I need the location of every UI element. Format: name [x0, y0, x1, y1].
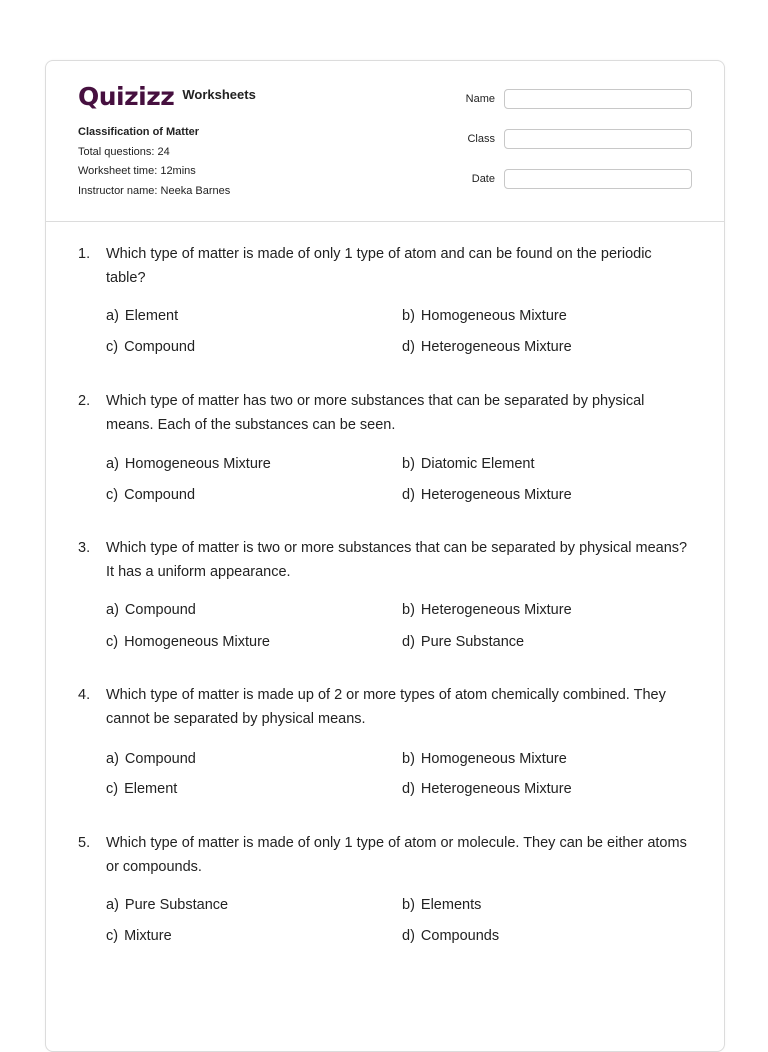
option-text: Element — [124, 308, 179, 324]
option-d — [402, 485, 572, 505]
question-number: 3. — [78, 540, 91, 556]
option-b — [402, 454, 535, 474]
option-text: Compound — [124, 339, 196, 355]
option-letter: a) — [106, 456, 119, 472]
option-a — [106, 306, 178, 326]
question-text: Which type of matter is made up of 2 or more types of atom chemically combined. They cannot be separated by physical means. — [106, 687, 666, 727]
option-b — [402, 895, 481, 915]
option-letter: b) — [402, 308, 415, 324]
class-label: Class — [467, 133, 495, 145]
option-text: Homogeneous Mixture — [124, 634, 270, 650]
question-text: Which type of matter is two or more substances that can be separated by physical means? It has a uniform appearance. — [106, 540, 688, 580]
option-d — [402, 926, 499, 946]
question-number: 2. — [78, 393, 91, 409]
option-text: Homogeneous Mixture — [420, 751, 567, 767]
name-input[interactable] — [504, 89, 692, 109]
worksheet-header — [46, 61, 724, 222]
question-number: 4. — [78, 687, 91, 703]
option-text: Mixture — [124, 928, 172, 944]
question-text: Which type of matter is made of only 1 type of atom or molecule. They can be either atoms or compounds. — [106, 835, 687, 875]
worksheet-title: Classification of Matter — [78, 126, 200, 138]
question-text: Which type of matter has two or more substances that can be separated by physical means. Each of the substances can be seen. — [106, 393, 645, 433]
question-number: 5. — [78, 835, 91, 851]
option-a — [106, 749, 196, 769]
option-c — [106, 485, 195, 505]
option-letter: b) — [402, 751, 415, 767]
option-c — [106, 632, 270, 652]
worksheets-label: Worksheets — [182, 87, 256, 102]
option-text: Heterogeneous Mixture — [420, 339, 572, 355]
date-field-row — [451, 169, 692, 189]
class-field-row — [451, 129, 692, 149]
option-d — [402, 779, 572, 799]
option-a — [106, 600, 196, 620]
option-letter: a) — [106, 897, 119, 913]
worksheet-time: Worksheet time: 12mins — [78, 165, 196, 177]
option-b — [402, 749, 567, 769]
option-text: Element — [124, 781, 178, 797]
option-letter: d) — [402, 928, 415, 944]
option-d — [402, 337, 572, 357]
option-letter: d) — [402, 781, 415, 797]
question-number: 1. — [78, 246, 91, 262]
option-c — [106, 779, 177, 799]
option-letter: c) — [106, 487, 119, 503]
name-label: Name — [465, 93, 495, 105]
instructor-name: Instructor name: Neeka Barnes — [78, 184, 231, 197]
option-text: Homogeneous Mixture — [420, 308, 567, 324]
date-input[interactable] — [504, 169, 692, 189]
option-letter: d) — [402, 339, 415, 355]
option-letter: b) — [402, 602, 415, 618]
option-text: Heterogeneous Mixture — [420, 602, 572, 618]
option-letter: c) — [106, 781, 119, 797]
worksheet-meta — [78, 123, 230, 201]
brand — [78, 83, 256, 111]
option-text: Pure Substance — [124, 897, 229, 913]
quizizz-logo: Quizizz — [78, 82, 175, 111]
option-text: Diatomic Element — [420, 456, 535, 472]
option-b — [402, 306, 567, 326]
worksheet-page — [45, 60, 725, 1052]
option-c — [106, 337, 195, 357]
option-letter: d) — [402, 634, 415, 650]
option-text: Compound — [124, 751, 196, 767]
option-text: Heterogeneous Mixture — [420, 487, 572, 503]
option-text: Pure Substance — [420, 634, 525, 650]
option-text: Compounds — [420, 928, 500, 944]
option-letter: d) — [402, 487, 415, 503]
option-a — [106, 895, 228, 915]
option-letter: c) — [106, 339, 119, 355]
option-c — [106, 926, 172, 946]
option-letter: b) — [402, 897, 415, 913]
option-text: Compound — [124, 487, 196, 503]
option-text: Homogeneous Mixture — [124, 456, 271, 472]
option-letter: b) — [402, 456, 415, 472]
total-questions: Total questions: 24 — [78, 145, 170, 158]
option-letter: a) — [106, 308, 119, 324]
option-text: Heterogeneous Mixture — [420, 781, 572, 797]
question-text: Which type of matter is made of only 1 type of atom and can be found on the periodic table? — [106, 246, 652, 286]
date-label: Date — [471, 173, 495, 185]
option-letter: c) — [106, 634, 119, 650]
option-d — [402, 632, 524, 652]
option-letter: c) — [106, 928, 119, 944]
option-letter: a) — [106, 602, 119, 618]
class-input[interactable] — [504, 129, 692, 149]
option-text: Compound — [124, 602, 196, 618]
option-letter: a) — [106, 751, 119, 767]
option-b — [402, 600, 572, 620]
name-field-row — [451, 89, 692, 109]
option-a — [106, 454, 271, 474]
option-text: Elements — [420, 897, 482, 913]
